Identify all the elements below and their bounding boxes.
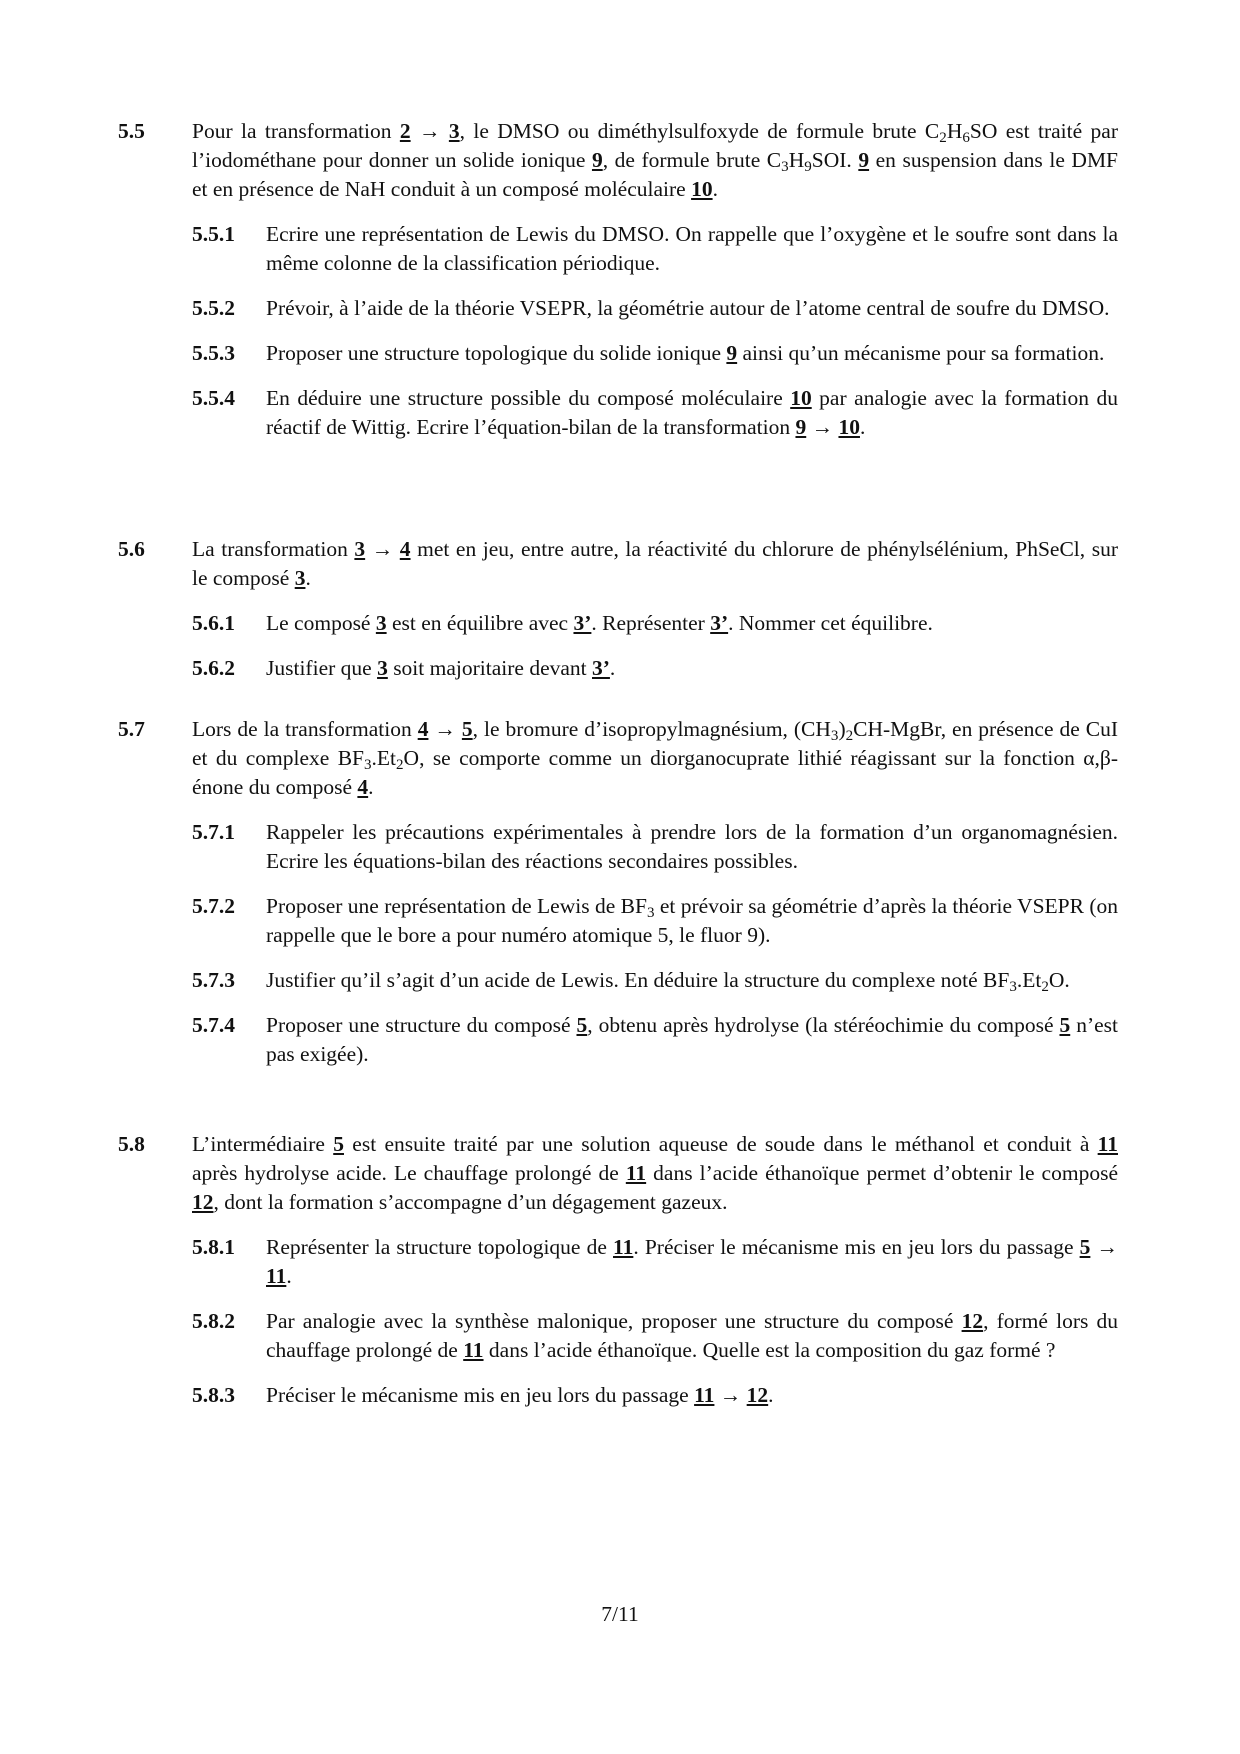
subquestion-text: Représenter la structure topologique de 11. Préciser le mécanisme mis en jeu lors du passage 5 → 11. xyxy=(266,1235,1118,1288)
subquestion-number: 5.8.2 xyxy=(192,1309,235,1333)
question-text: La transformation 3 → 4 met en jeu, entre autre, la réactivité du chlorure de phénylsélénium, PhSeCl, sur le composé 3. xyxy=(192,537,1118,590)
subquestion-5-7-1 xyxy=(192,818,1118,876)
compound-ref: 3’ xyxy=(592,656,610,680)
question-5-7 xyxy=(118,715,1118,1069)
subquestion-text: Justifier que 3 soit majoritaire devant 3’. xyxy=(266,656,616,680)
subquestion-5-8-1 xyxy=(192,1233,1118,1291)
subquestion-5-5-3 xyxy=(192,339,1118,368)
subquestion-text: En déduire une structure possible du composé moléculaire 10 par analogie avec la formation du réactif de Wittig. Ecrire l’équation-bilan de la transformation 9 → 10. xyxy=(266,386,1118,439)
compound-ref: 3 xyxy=(375,611,387,635)
subquestion-5-6-1 xyxy=(192,609,1118,638)
compound-ref: 11 xyxy=(1097,1132,1118,1156)
compound-ref: 12 xyxy=(192,1190,214,1214)
subquestion-text: Préciser le mécanisme mis en jeu lors du passage 11 → 12. xyxy=(266,1383,774,1407)
question-text: Pour la transformation 2 → 3, le DMSO ou diméthylsulfoxyde de formule brute $C_2H_6SO$ est traité par l’iodométhane pour donner un solide ionique 9, de formule brute $C_3H_9SOI$. 9 en suspension dans le DMF et en présence de NaH conduit à un composé moléculaire 10. xyxy=(192,119,1119,201)
compound-ref: 10 xyxy=(838,415,860,439)
compound-ref: 5 xyxy=(1079,1235,1091,1259)
question-number: 5.8 xyxy=(118,1132,145,1156)
compound-ref: 4 xyxy=(417,717,429,741)
compound-ref: 5 xyxy=(461,717,473,741)
page-number: 7/11 xyxy=(601,1602,639,1626)
compound-ref: 4 xyxy=(399,537,411,561)
subquestion-number: 5.7.4 xyxy=(192,1013,235,1037)
subquestion-text: Proposer une structure du composé 5, obtenu après hydrolyse (la stéréochimie du composé 5 n’est pas exigée). xyxy=(266,1013,1118,1066)
question-text: L’intermédiaire 5 est ensuite traité par une solution aqueuse de soude dans le méthanol et conduit à 11 après hydrolyse acide. Le chauffage prolongé de 11 dans l’acide éthanoïque permet d’obtenir le composé 12, dont la formation s’accompagne d’un dégagement gazeux. xyxy=(192,1132,1118,1214)
subquestion-5-7-3 xyxy=(192,966,1118,995)
question-5-6 xyxy=(118,535,1118,683)
subquestion-number: 5.8.1 xyxy=(192,1235,235,1259)
subquestion-text: Ecrire une représentation de Lewis du DMSO. On rappelle que l’oxygène et le soufre sont dans la même colonne de la classification périodique. xyxy=(266,222,1118,275)
compound-ref: 2 xyxy=(399,119,411,143)
subquestion-number: 5.6.1 xyxy=(192,611,235,635)
compound-ref: 10 xyxy=(691,177,713,201)
subquestion-5-7-4 xyxy=(192,1011,1118,1069)
subquestion-5-7-2 xyxy=(192,892,1118,950)
compound-ref: 9 xyxy=(726,341,738,365)
question-number: 5.5 xyxy=(118,119,145,143)
compound-ref: 9 xyxy=(858,148,870,172)
subquestion-number: 5.8.3 xyxy=(192,1383,235,1407)
subquestion-text: Proposer une représentation de Lewis de $BF_3$ et prévoir sa géométrie d’après la théorie VSEPR (on rappelle que le bore a pour numéro atomique 5, le fluor 9). xyxy=(266,894,1119,947)
subquestion-number: 5.7.3 xyxy=(192,968,235,992)
compound-ref: 3’ xyxy=(573,611,592,635)
subquestion-text: Justifier qu’il s’agit d’un acide de Lewis. En déduire la structure du complexe noté $BF_3.Et_2O$. xyxy=(266,968,1070,995)
subquestion-5-8-3 xyxy=(192,1381,1118,1410)
compound-ref: 12 xyxy=(961,1309,984,1333)
compound-ref: 10 xyxy=(790,386,812,410)
compound-ref: 3 xyxy=(294,566,306,590)
compound-ref: 3 xyxy=(354,537,366,561)
compound-ref: 5 xyxy=(576,1013,588,1037)
compound-ref: 5 xyxy=(333,1132,344,1156)
subquestion-number: 5.7.2 xyxy=(192,894,235,918)
subquestion-number: 5.5.3 xyxy=(192,341,235,365)
subquestion-number: 5.5.2 xyxy=(192,296,235,320)
compound-ref: 3 xyxy=(377,656,388,680)
subquestion-text: Le composé 3 est en équilibre avec 3’. Représenter 3’. Nommer cet équilibre. xyxy=(266,611,933,635)
subquestion-number: 5.5.1 xyxy=(192,222,235,246)
question-number: 5.6 xyxy=(118,537,145,561)
subquestion-5-5-2 xyxy=(192,294,1118,323)
compound-ref: 9 xyxy=(591,148,603,172)
compound-ref: 9 xyxy=(795,415,807,439)
compound-ref: 3 xyxy=(448,119,460,143)
question-5-8 xyxy=(118,1130,1118,1410)
subquestion-text: Rappeler les précautions expérimentales à prendre lors de la formation d’un organomagnésien. Ecrire les équations-bilan des réactions secondaires possibles. xyxy=(266,820,1118,873)
subquestion-number: 5.5.4 xyxy=(192,386,235,410)
question-text: Lors de la transformation 4 → 5, le bromure d’isopropylmagnésium, $(CH_3)_2CH$-MgBr, en présence de CuI et du complexe $BF_3.Et_2O$, se comporte comme un diorganocuprate lithié réagissant sur la fonction α,β-énone du composé 4. xyxy=(192,717,1119,799)
compound-ref: 11 xyxy=(463,1338,484,1362)
compound-ref: 11 xyxy=(625,1161,647,1185)
subquestion-text: Proposer une structure topologique du solide ionique 9 ainsi qu’un mécanisme pour sa formation. xyxy=(266,341,1105,365)
compound-ref: 5 xyxy=(1059,1013,1071,1037)
compound-ref: 3’ xyxy=(710,611,729,635)
subquestion-number: 5.7.1 xyxy=(192,820,235,844)
question-number: 5.7 xyxy=(118,717,145,741)
subquestion-5-8-2 xyxy=(192,1307,1118,1365)
subquestion-number: 5.6.2 xyxy=(192,656,235,680)
compound-ref: 12 xyxy=(746,1383,769,1407)
subquestion-text: Prévoir, à l’aide de la théorie VSEPR, la géométrie autour de l’atome central de soufre du DMSO. xyxy=(266,296,1110,320)
compound-ref: 11 xyxy=(266,1264,287,1288)
subquestion-text: Par analogie avec la synthèse malonique, proposer une structure du composé 12, formé lors du chauffage prolongé de 11 dans l’acide éthanoïque. Quelle est la composition du gaz formé ? xyxy=(266,1309,1118,1362)
subquestion-5-5-1 xyxy=(192,220,1118,278)
compound-ref: 11 xyxy=(613,1235,634,1259)
compound-ref: 4 xyxy=(357,775,369,799)
compound-ref: 11 xyxy=(694,1383,715,1407)
question-5-5 xyxy=(118,117,1118,442)
subquestion-5-5-4 xyxy=(192,384,1118,442)
subquestion-5-6-2 xyxy=(192,654,1118,683)
